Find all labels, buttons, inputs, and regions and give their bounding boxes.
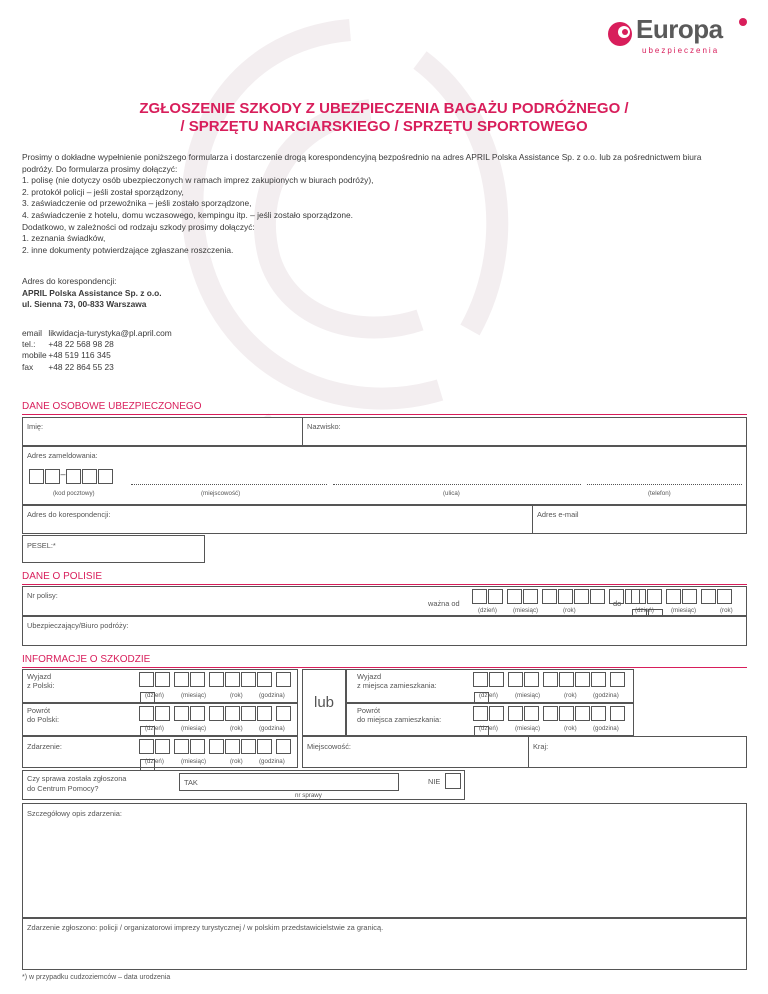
intro-line: Dodatkowo, w zależności od rodzaju szkody prosimy dołączyć: [22,221,255,232]
hour-caption: (godzina) [593,725,619,732]
return-poland-label: Powrót do Polski: [27,706,60,724]
contact-fax: +48 22 864 55 23 [48,361,114,372]
email-field[interactable] [532,505,747,534]
month-caption: (miesiąc) [515,725,541,732]
street-input[interactable] [333,484,581,485]
help-center-field [22,770,465,800]
country-field[interactable] [528,736,747,768]
city-caption: (miejscowość) [201,490,241,497]
year-caption: (rok) [564,692,577,699]
intro-line: 1. polisę (nie dotyczy osób ubezpieczonych w ramach imprez zakupionych w biurach podróży), [22,175,374,186]
day-caption: (dzień) [478,607,497,614]
europa-logo [606,14,756,62]
description-field[interactable] [22,803,747,918]
phone-caption: (telefon) [648,490,671,497]
contact-email[interactable]: likwidacja-turystyka@pl.april.com [48,328,172,338]
reported-to-field[interactable] [22,918,747,970]
contact-mobile-label: mobile [22,350,47,361]
departure-poland-field[interactable] [22,669,298,703]
street-caption: (ulica) [443,490,460,497]
yes-label: TAK [184,778,198,787]
correspondence-address-field[interactable] [22,505,533,534]
day-caption: (dzień) [145,692,164,699]
postal-code-input[interactable]: – [29,469,113,489]
pesel-label: PESEL:* [27,541,56,550]
logo-tagline: ubezpieczenia [642,46,720,55]
month-caption: (miesiąc) [515,692,541,699]
intro-line: 4. zaświadczenie z hotelu, domu wczasowego, kempingu itp. – jeśli zostało sporządzone. [22,209,353,220]
postal-code-caption: (kod pocztowy) [53,490,95,497]
incident-label: Zdarzenie: [27,742,62,751]
contact-fax-label: fax [22,361,34,372]
residence-address-field[interactable] [22,446,747,505]
contact-email-label: email [22,328,43,338]
residence-address-label: Adres zameldowania: [27,451,98,460]
section-divider [22,584,747,585]
no-checkbox[interactable] [445,773,461,789]
section-divider [22,414,747,415]
email-label: Adres e-mail [537,510,579,519]
incident-date-field[interactable] [22,736,298,768]
intro-line: 2. protokół policji – jeśli został sporządzony, [22,186,184,197]
phone-input[interactable] [587,484,742,485]
year-caption: (rok) [230,758,243,765]
address-street: ul. Sienna 73, 00-833 Warszawa [22,299,147,310]
section-divider [22,667,747,668]
month-caption: (miesiąc) [513,607,539,614]
return-poland-field[interactable] [22,703,298,736]
hour-caption: (godzina) [259,692,285,699]
city-input[interactable] [131,484,327,485]
valid-from-label: ważna od [428,599,460,608]
day-caption: (dzień) [479,725,498,732]
day-caption: (dzień) [479,692,498,699]
pesel-field[interactable] [22,535,205,563]
first-name-field[interactable] [22,417,303,446]
address-label: Adres do korespondencji: [22,276,117,286]
address-company: APRIL Polska Assistance Sp. z o.o. [22,287,162,298]
intro-line: 3. zaświadczenie od przewoźnika – jeśli zostało sporządzone, [22,198,252,209]
section-heading-personal: DANE OSOBOWE UBEZPIECZONEGO [22,401,202,412]
case-number-caption: nr sprawy [295,792,322,799]
logo-brand: Europa [636,14,723,44]
insurer-label: Ubezpieczający/Biuro podróży: [27,621,129,630]
contact-tel: +48 22 568 98 28 [48,339,114,350]
no-label: NIE [428,777,441,786]
day-caption: (dzień) [145,758,164,765]
page-title [0,100,768,136]
logo-dot-icon [739,18,747,26]
section-heading-damage: INFORMACJE O SZKODZIE [22,654,151,665]
departure-home-label: Wyjazd z miejsca zamieszkania: [357,672,437,690]
reported-to-label: Zdarzenie zgłoszono: policji / organizatorowi imprezy turystycznej / w polskim przedstawicielstwie za granicą. [27,923,384,932]
year-caption: (rok) [563,607,576,614]
intro-line: 2. inne dokumenty potwierdzające zgłaszane roszczenia. [22,244,234,255]
correspondence-address-label: Adres do korespondencji: [27,510,111,519]
country-label: Kraj: [533,742,549,751]
title-line-1: ZGŁOSZENIE SZKODY Z UBEZPIECZENIA BAGAŻU PODRÓŻNEGO / [139,100,629,117]
hour-caption: (godzina) [259,758,285,765]
first-name-label: Imię: [27,422,44,431]
intro-line: podróży. Do formularza prosimy dołączyć: [22,163,178,174]
or-label: lub [314,694,335,711]
hour-caption: (godzina) [259,725,285,732]
or-divider [302,669,346,736]
title-line-2: / SPRZĘTU NARCIARSKIEGO / SPRZĘTU SPORTOWEGO [180,118,588,135]
return-home-field[interactable] [346,703,634,736]
last-name-label: Nazwisko: [307,422,341,431]
policy-number-field[interactable] [22,586,747,616]
month-caption: (miesiąc) [671,607,697,614]
day-caption: (dzień) [145,725,164,732]
day-caption: (dzień) [635,607,654,614]
contact-mobile: +48 519 116 345 [48,350,111,361]
hour-caption: (godzina) [593,692,619,699]
year-caption: (rok) [720,607,733,614]
place-label: Miejscowość: [307,742,351,751]
departure-home-field[interactable] [346,669,634,703]
yes-case-number-input[interactable] [179,773,399,791]
policy-number-label: Nr polisy: [27,591,58,600]
month-caption: (miesiąc) [181,758,207,765]
footnote: *) w przypadku cudzoziemców – data urodzenia [22,974,171,981]
correspondence-address [22,276,162,311]
departure-poland-label: Wyjazd z Polski: [27,672,55,690]
intro-text [22,152,747,256]
last-name-field[interactable] [302,417,747,446]
place-field[interactable] [302,736,529,768]
year-caption: (rok) [230,725,243,732]
description-label: Szczegółowy opis zdarzenia: [27,809,122,818]
section-heading-policy: DANE O POLISIE [22,571,103,582]
month-caption: (miesiąc) [181,692,207,699]
return-home-label: Powrót do miejsca zamieszkania: [357,706,442,724]
intro-line: 1. zeznania świadków, [22,233,106,244]
help-center-label: Czy sprawa została zgłoszona do Centrum Pomocy? [27,774,127,793]
valid-to-label: do [613,599,622,608]
contact-info [22,328,172,373]
year-caption: (rok) [564,725,577,732]
insurer-field[interactable] [22,616,747,646]
contact-tel-label: tel.: [22,339,36,350]
month-caption: (miesiąc) [181,725,207,732]
logo-mark-icon [606,20,634,48]
intro-line: Prosimy o dokładne wypełnienie poniższego formularza i dostarczenie drogą korespondencyjną bezpośrednio na adres APRIL Polska Assistance Sp. z o.o. lub za pośrednictwem biura [22,152,702,162]
year-caption: (rok) [230,692,243,699]
